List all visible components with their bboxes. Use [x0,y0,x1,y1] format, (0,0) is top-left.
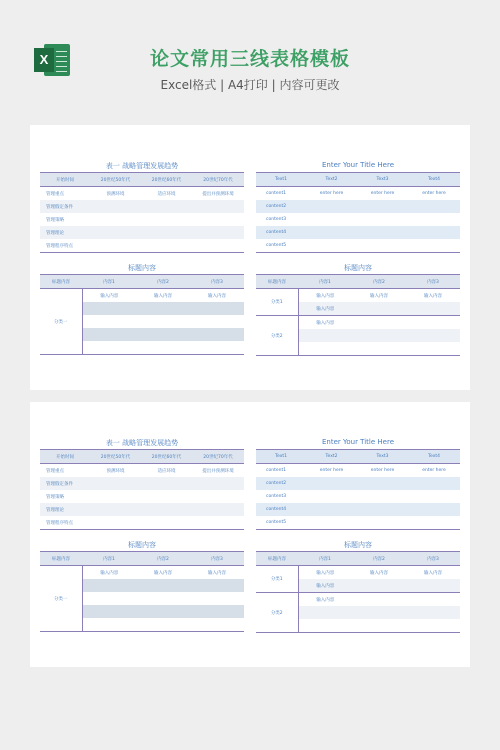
table-cell: 管理重点 [46,191,64,197]
table-cell: 输入内容 [298,302,352,316]
table-cell [82,302,136,315]
table-cell: 管理策略 [46,494,64,500]
column-header: Text4 [408,173,460,187]
table-cell: content3 [266,217,287,222]
table-row [256,316,460,330]
table-cell [141,477,192,490]
table-cell [90,200,141,213]
header-row [40,552,244,566]
table-cell: 输入内容 [154,570,172,576]
group-label: 分类2 [256,316,298,356]
table-cell [357,226,408,239]
table-cell [141,239,192,253]
table-row [40,200,244,213]
table-cell [141,490,192,503]
table-cell [306,477,357,490]
group-label: 分类2 [256,593,298,633]
table-cell [406,342,460,356]
column-header: Text1 [256,450,306,464]
table-cell [298,619,352,633]
page-subtitle: Excel格式 | A4打印 | 内容可更改 [160,78,340,92]
table-cell [90,226,141,239]
table-cell [90,516,141,530]
header-row [256,275,460,289]
table-cell: enter here [422,191,446,196]
table-cell [141,226,192,239]
table-cell: 输入内容 [298,593,352,607]
table-cell [141,213,192,226]
table-cell [357,200,408,213]
table-cell: 管理程序特点 [46,243,73,249]
column-header: 标题内容 [256,275,298,289]
column-header: 20世纪60年代 [141,173,192,187]
table-cell [190,315,244,328]
table-cell [298,329,352,342]
table-cell [357,477,408,490]
table-row [40,464,244,478]
table-cell: content3 [266,494,287,499]
table-row [40,516,244,530]
table3-caption: 标题内容 [128,541,156,549]
table-cell: 输入内容 [208,570,226,576]
column-header: Text3 [357,450,408,464]
template-page [30,402,470,667]
header-row [256,173,460,187]
table2 [256,449,460,530]
table-row [40,477,244,490]
table-cell: enter here [319,468,344,473]
column-header: 内容3 [190,275,244,289]
table-cell: 管理理论 [40,503,90,516]
table-cell [136,302,190,315]
table-cell: 输入内容 [298,579,352,593]
table-cell [352,579,406,593]
table-cell [406,316,460,330]
table-cell [306,516,357,530]
table-cell [406,593,460,607]
column-header: Text2 [306,173,357,187]
table-row [256,226,460,239]
table-cell [352,329,406,342]
table-cell: 输入内容 [208,293,226,299]
template-page [30,125,470,390]
group-label: 分类一 [40,289,82,355]
table-cell [141,516,192,530]
table-cell [192,226,244,239]
table-cell: enter here [319,191,344,196]
column-header: 20世纪50年代 [90,450,141,464]
table-cell: content2 [256,200,306,213]
table-cell: content5 [266,520,287,525]
table-cell [190,605,244,618]
table-cell [136,605,190,618]
table-cell [352,316,406,330]
table-cell: 管理策略 [46,217,64,223]
column-header: 20世纪70年代 [192,173,244,187]
column-header: 内容1 [82,275,136,289]
table-cell [357,516,408,530]
table-cell: 管理理论 [40,226,90,239]
table-cell [357,503,408,516]
table3 [40,551,244,632]
table-row [256,200,460,213]
table-row [256,516,460,530]
header-row [40,173,244,187]
table-row [256,187,460,201]
table-cell [82,341,136,355]
header-row [40,450,244,464]
table-cell [136,579,190,592]
column-header: 内容2 [352,552,406,566]
table-cell: 输入内容 [424,570,442,576]
table-cell [408,477,460,490]
table-cell [82,315,136,328]
table-cell [136,592,190,605]
table-cell [298,342,352,356]
table-cell [408,213,460,226]
table-cell [190,328,244,341]
table-cell [82,579,136,592]
table-cell [192,490,244,503]
table-cell: 提出并预测环境 [202,468,234,474]
table-row [256,213,460,226]
column-header: 20世纪50年代 [90,173,141,187]
column-header: Text2 [306,450,357,464]
table-cell [82,605,136,618]
table1-caption: 表一 战略管理发展趋势 [105,162,179,170]
table4-caption: 标题内容 [344,541,372,549]
table-cell [90,239,141,253]
table-cell [90,503,141,516]
table-cell: 输入内容 [298,316,352,330]
table-cell [406,619,460,633]
table-cell [408,516,460,530]
table-cell: content4 [256,503,306,516]
table-row [40,566,244,580]
table-cell [192,503,244,516]
table-cell [306,226,357,239]
table-cell [406,302,460,316]
table-cell: 输入内容 [370,570,388,576]
group-label: 分类一 [40,566,82,632]
table-cell [192,200,244,213]
table-cell [82,328,136,341]
table-cell [306,200,357,213]
table1 [40,172,244,253]
table-cell [190,341,244,355]
table-cell [141,503,192,516]
table-cell [408,239,460,253]
excel-logo-icon: X [34,42,70,78]
table-cell: 预测环境 [106,191,125,197]
table-row [40,213,244,226]
table-cell [192,516,244,530]
table-cell: 输入内容 [100,570,119,576]
column-header: 20世纪60年代 [141,450,192,464]
table-cell [190,618,244,632]
table4-caption: 标题内容 [344,264,372,272]
table-cell [306,239,357,253]
table-cell [90,213,141,226]
table-cell [406,579,460,593]
page-title: 论文常用三线表格模板 [149,48,350,70]
table2-caption: Enter Your Title Here [321,161,394,169]
table-cell: enter here [370,468,395,473]
column-header: 20世纪70年代 [192,450,244,464]
table-cell [82,618,136,632]
table-row [40,187,244,201]
header-row [256,450,460,464]
table-cell [406,606,460,619]
table1-caption: 表一 战略管理发展趋势 [105,439,179,447]
table-cell [352,342,406,356]
table-cell: 输入内容 [424,293,442,299]
group-label: 分类1 [256,566,298,593]
table-cell [190,592,244,605]
column-header: 内容3 [406,275,460,289]
column-header: 内容2 [136,275,190,289]
table-cell [136,341,190,355]
table3 [40,274,244,355]
table-cell [136,315,190,328]
table-cell [90,477,141,490]
table-row [40,490,244,503]
table-cell [192,213,244,226]
column-header: Text3 [357,173,408,187]
table-row [256,289,460,303]
column-header: 内容2 [136,552,190,566]
table-cell: content2 [256,477,306,490]
table-cell: 预测环境 [106,468,125,474]
table-cell [408,503,460,516]
table-cell: 提出并预测环境 [202,191,234,197]
column-header: 内容2 [352,275,406,289]
table-row [40,239,244,253]
table-cell [306,213,357,226]
table-row [256,239,460,253]
table-cell [352,302,406,316]
table-cell: enter here [370,191,395,196]
table-cell: 管理假定条件 [40,200,90,213]
column-header: 标题内容 [256,552,298,566]
table-row [40,289,244,303]
table-cell [82,592,136,605]
table-cell: content1 [266,191,287,196]
table-cell [406,329,460,342]
table-cell: 适应环境 [157,468,176,474]
column-header: Text4 [408,450,460,464]
table-cell [352,619,406,633]
column-header: 标题内容 [40,552,82,566]
column-header: 标题内容 [40,275,82,289]
table-cell [352,593,406,607]
table-cell [408,226,460,239]
table-cell: content1 [266,468,287,473]
table-cell: 输入内容 [370,293,388,299]
table-cell [136,328,190,341]
column-header: 内容1 [298,275,352,289]
table4 [256,274,460,356]
table3-caption: 标题内容 [128,264,156,272]
table1 [40,449,244,530]
column-header: Text1 [256,173,306,187]
table-cell: 管理假定条件 [40,477,90,490]
header-row [256,552,460,566]
column-header: 开始时间 [40,173,90,187]
table-cell [306,490,357,503]
table-cell [190,579,244,592]
table-row [256,477,460,490]
table-cell [357,239,408,253]
table-cell: 输入内容 [316,293,335,299]
table-cell [352,606,406,619]
table-cell: 输入内容 [100,293,119,299]
table-cell [90,490,141,503]
table-cell [136,618,190,632]
header [0,0,500,110]
table-cell: 输入内容 [316,570,335,576]
table-row [256,503,460,516]
column-header: 内容3 [406,552,460,566]
table-cell [357,213,408,226]
table-row [256,593,460,607]
table-row [256,464,460,478]
column-header: 内容3 [190,552,244,566]
table-cell: 适应环境 [157,191,176,197]
table-cell: 管理程序特点 [46,520,73,526]
table-cell: content4 [256,226,306,239]
table-cell [357,490,408,503]
table-cell: 输入内容 [154,293,172,299]
column-header: 内容1 [82,552,136,566]
table-row [256,490,460,503]
table-row [256,566,460,580]
table-cell [190,302,244,315]
table2-caption: Enter Your Title Here [321,438,394,446]
table-cell: content5 [266,243,287,248]
header-row [40,275,244,289]
table-cell [408,490,460,503]
table-cell [192,477,244,490]
table-cell [306,503,357,516]
table-cell: enter here [422,468,446,473]
table-cell [298,606,352,619]
table-cell [192,239,244,253]
table-cell [141,200,192,213]
table-cell: 管理重点 [46,468,64,474]
group-label: 分类1 [256,289,298,316]
table4 [256,551,460,633]
table-cell [408,200,460,213]
column-header: 内容1 [298,552,352,566]
table2 [256,172,460,253]
column-header: 开始时间 [40,450,90,464]
table-row [40,226,244,239]
table-row [40,503,244,516]
